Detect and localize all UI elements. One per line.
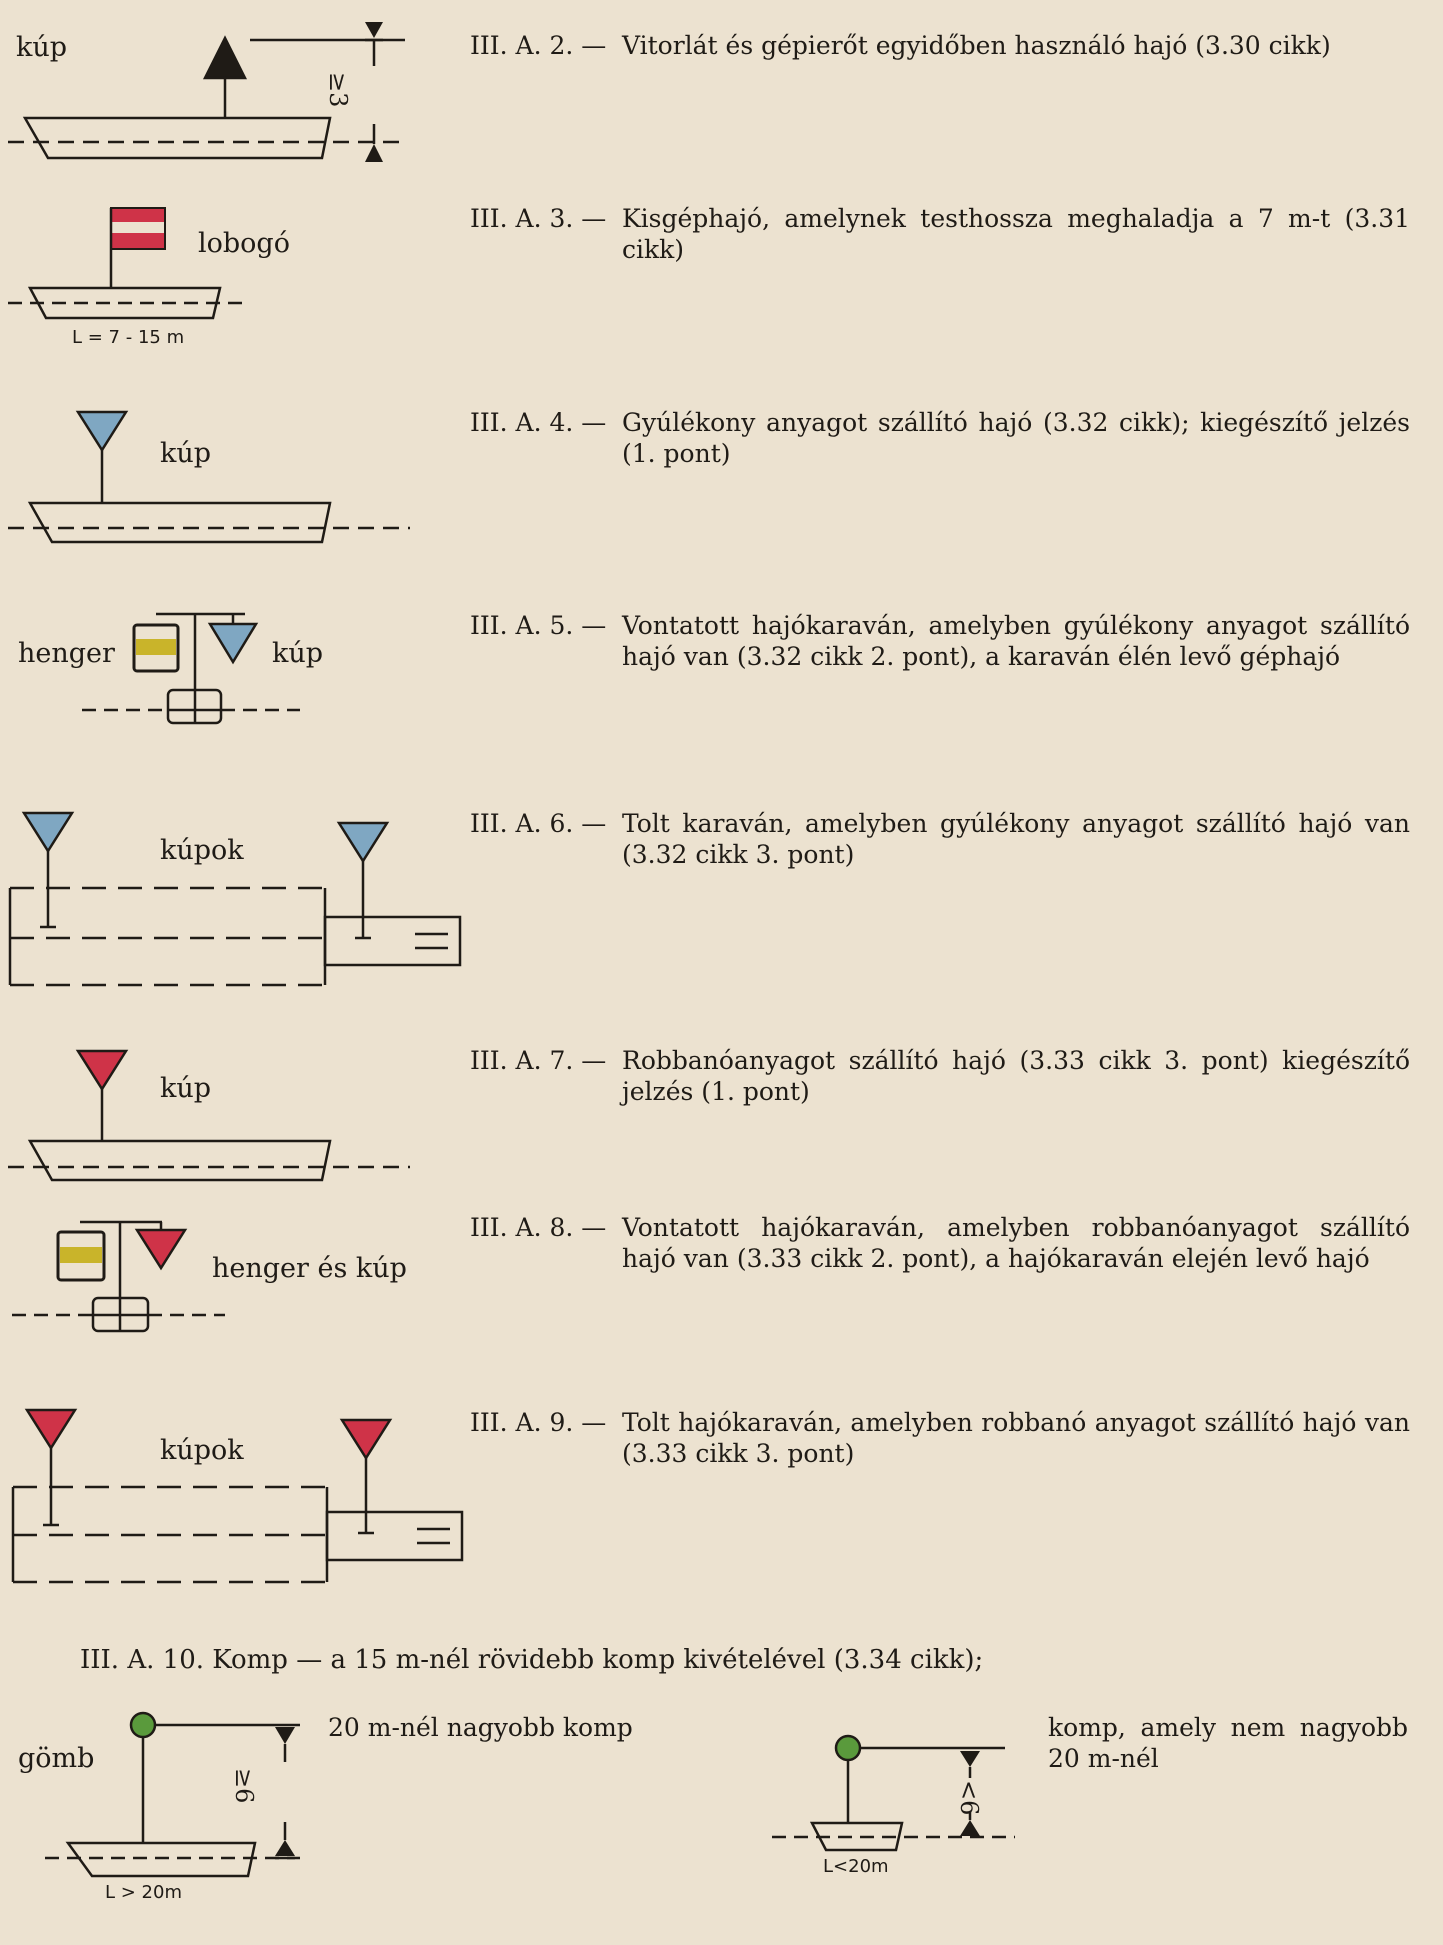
entry-code: III. A. 4. —: [470, 408, 607, 437]
cone-red-icon: [137, 1230, 185, 1268]
ball-green-icon: [131, 1713, 155, 1737]
entry-text: Robbanóanyagot szállító hajó (3.33 cikk 3. pont) kiegészítő jelzés (1. pont): [622, 1046, 1410, 1106]
figure-a3: [8, 208, 250, 318]
length-label: L = 7 - 15 m: [72, 327, 185, 348]
label-cone: kúp: [16, 32, 68, 63]
note-small-ferry: komp, amely nem nagyobb 20 m-nél: [1048, 1713, 1408, 1773]
cone-blue-icon: [24, 813, 72, 851]
note-large-ferry: 20 m-nél nagyobb komp: [328, 1713, 633, 1742]
label-ball: gömb: [18, 1743, 95, 1774]
entry-code: III. A. 2. —: [470, 31, 607, 60]
entry-text: Vitorlát és gépierőt egyidőben használó hajó (3.30 cikk): [622, 31, 1331, 60]
hull-icon: [30, 1141, 330, 1180]
cone-red-icon: [78, 1051, 126, 1089]
hull-icon: [68, 1843, 255, 1876]
entry-text: Kisgéphajó, amelynek testhossza meghaladja a 7 m-t (3.31 cikk): [622, 204, 1410, 264]
figure-a8: [12, 1222, 225, 1331]
entry-text: Tolt karaván, amelyben gyúlékony anyagot szállító hajó van (3.32 cikk 3. pont): [622, 809, 1410, 869]
cone-blue-icon: [210, 624, 256, 662]
cone-black-icon: [205, 38, 245, 78]
hull-icon: [30, 503, 330, 542]
entry-text: Gyúlékony anyagot szállító hajó (3.32 cikk); kiegészítő jelzés (1. pont): [622, 408, 1410, 468]
section-heading: III. A. 10. Komp — a 15 m-nél rövidebb komp kivételével (3.34 cikk);: [80, 1645, 984, 1675]
figure-a7: [8, 1051, 410, 1180]
cone-red-icon: [27, 1410, 75, 1448]
length-label: L<20m: [823, 1856, 889, 1877]
entry-code: III. A. 8. —: [470, 1213, 607, 1242]
label-cone: kúp: [160, 438, 212, 469]
entry-code: III. A. 7. —: [470, 1046, 607, 1075]
dimension-label: ≥3: [324, 72, 352, 108]
entry-text: Tolt hajókaraván, amelyben robbanó anyagot szállító hajó van (3.33 cikk 3. pont): [622, 1408, 1410, 1468]
label-cones: kúpok: [160, 1435, 244, 1466]
dimension-label: ≥6: [230, 1768, 258, 1804]
entry-code: III. A. 5. —: [470, 611, 607, 640]
label-flag: lobogó: [198, 228, 290, 259]
length-label: L > 20m: [105, 1882, 182, 1903]
entry-code: III. A. 9. —: [470, 1408, 607, 1437]
label-cylinder-and-cone: henger és kúp: [212, 1253, 407, 1284]
entry-text: Vontatott hajókaraván, amelyben gyúlékony anyagot szállító hajó van (3.32 cikk 2. pont), a karaván élén levő géphajó: [622, 611, 1410, 671]
figure-a4: [8, 412, 410, 542]
hull-icon: [25, 118, 330, 158]
entry-text: Vontatott hajókaraván, amelyben robbanóanyagot szállító hajó van (3.33 cikk 2. pont), a hajókaraván elején levő hajó: [622, 1213, 1410, 1273]
dimension-label: <6: [955, 1780, 983, 1816]
label-cone: kúp: [160, 1073, 212, 1104]
entry-code: III. A. 6. —: [470, 809, 607, 838]
figure-a10-large-ferry: [45, 1713, 300, 1876]
label-cones: kúpok: [160, 835, 244, 866]
entry-code: III. A. 3. —: [470, 204, 607, 233]
cone-blue-icon: [78, 412, 126, 450]
cone-blue-icon: [339, 823, 387, 861]
cone-red-icon: [342, 1420, 390, 1458]
label-cone: kúp: [272, 638, 324, 669]
label-cylinder: henger: [18, 638, 115, 669]
ball-green-icon: [836, 1736, 860, 1760]
